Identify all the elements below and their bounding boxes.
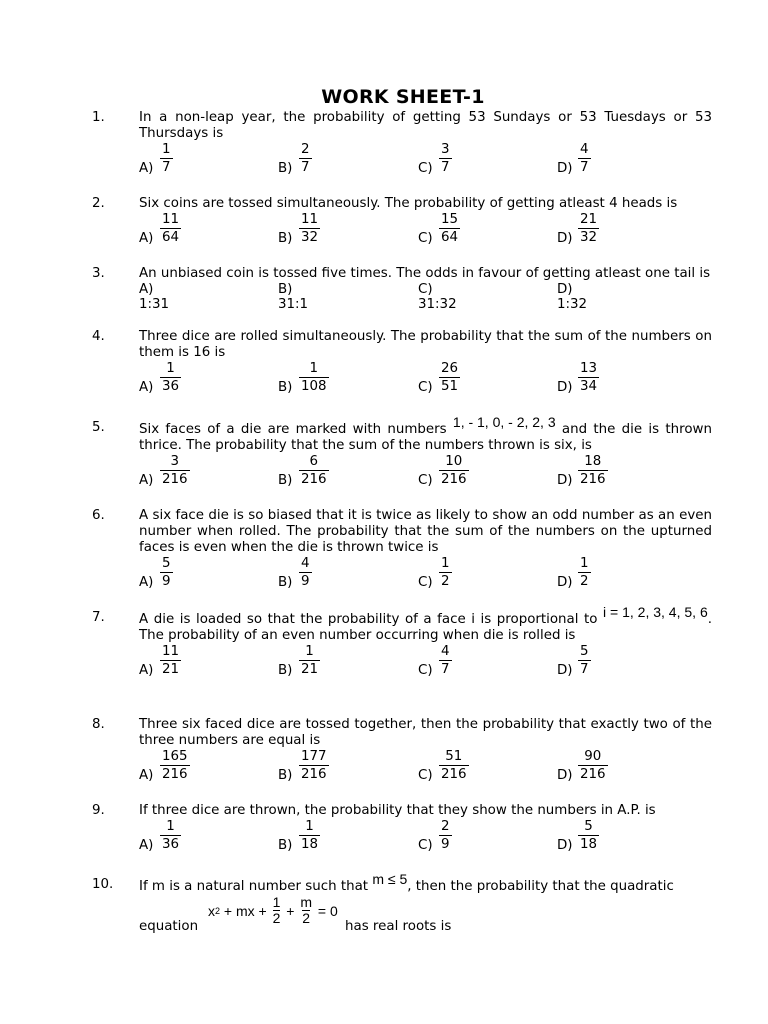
question-4 <box>92 329 712 399</box>
question-number: 4. <box>92 329 105 344</box>
question-text: If three dice are thrown, the probability that they show the numbers in A.P. is <box>139 803 656 818</box>
fraction: $\frac{26}{51}$ <box>441 361 459 394</box>
question-5 <box>92 414 712 492</box>
fraction: $\frac{3}{216}$ <box>162 454 188 487</box>
face-values-math: i = 1, 2, 3, 4, 5, 6 <box>603 604 708 620</box>
fraction: $\frac{21}{32}$ <box>580 212 598 245</box>
question-text: Six faces of a die are marked with numbers 1, - 1, 0, - 2, 2, 3 and the die is thrown thrice. The probability that the sum of the numbers thrown is six, is <box>139 414 712 453</box>
question-number: 8. <box>92 717 105 732</box>
options-row: A) $\frac{1}{36}$ B) $\frac{1}{18}$ C) $\frac{2}{9}$ D) $\frac{5}{18}$ <box>139 819 598 853</box>
question-9 <box>92 803 712 857</box>
fraction: $\frac{1}{18}$ <box>301 819 319 852</box>
question-text: A die is loaded so that the probability of a face i is proportional to i = 1, 2, 3, 4, 5, 6. The probability of an even number occurring when die is rolled is <box>139 604 712 643</box>
fraction: $\frac{51}{216}$ <box>441 749 467 782</box>
question-text: A six face die is so biased that it is twice as likely to show an odd number as an even number when rolled. The probability that the sum of the numbers on the upturned faces is even when the die is thrown twice is <box>139 508 712 555</box>
fraction: $\frac{15}{64}$ <box>441 212 459 245</box>
question-text-end: has real roots is <box>345 919 452 934</box>
fraction: $\frac{11}{64}$ <box>162 212 180 245</box>
equation-line <box>139 894 712 937</box>
fraction: $\frac{18}{216}$ <box>580 454 606 487</box>
fraction: $\frac{m}{2}$ <box>300 894 313 926</box>
fraction: $\frac{1}{2}$ <box>272 894 281 926</box>
fraction: $\frac{10}{216}$ <box>441 454 467 487</box>
fraction: $\frac{4}{9}$ <box>301 556 310 589</box>
fraction: $\frac{1}{7}$ <box>162 142 171 175</box>
question-3 <box>92 266 712 312</box>
fraction: $\frac{1}{2}$ <box>441 556 450 589</box>
question-text: An unbiased coin is tossed five times. The odds in favour of getting atleast one tail is <box>139 266 711 281</box>
fraction: $\frac{90}{216}$ <box>580 749 606 782</box>
options-row: A) $\frac{165}{216}$ B) $\frac{177}{216}$ C) $\frac{51}{216}$ D) $\frac{90}{216}$ <box>139 749 606 783</box>
options-row: A) $\frac{1}{36}$ B) $\frac{1}{108}$ C) $\frac{26}{51}$ D) $\frac{13}{34}$ <box>139 361 598 395</box>
question-number: 3. <box>92 266 105 281</box>
options-row: A) $\frac{5}{9}$ B) $\frac{4}{9}$ C) $\frac{1}{2}$ D) $\frac{1}{2}$ <box>139 556 589 590</box>
quadratic-equation: x 2 + mx + $\frac{1}{2}$ + $\frac{m}{2}$ = 0 <box>208 894 338 926</box>
question-text: If m is a natural number such that m ≤ 5, then the probability that the quadratic <box>139 871 674 894</box>
fraction: $\frac{3}{7}$ <box>441 142 450 175</box>
question-number: 9. <box>92 803 105 818</box>
fraction: $\frac{4}{7}$ <box>441 644 450 677</box>
question-number: 2. <box>92 196 105 211</box>
question-text: Six coins are tossed simultaneously. The probability of getting atleast 4 heads is <box>139 196 678 211</box>
options-row: A) $\frac{3}{216}$ B) $\frac{6}{216}$ C) $\frac{10}{216}$ D) $\frac{18}{216}$ <box>139 454 606 488</box>
fraction: $\frac{2}{9}$ <box>441 819 450 852</box>
fraction: $\frac{11}{21}$ <box>162 644 180 677</box>
number-set-math: 1, - 1, 0, - 2, 2, 3 <box>452 414 556 430</box>
question-text: In a non-leap year, the probability of getting 53 Sundays or 53 Tuesdays or 53 Thursdays is <box>139 110 712 141</box>
fraction: $\frac{1}{36}$ <box>162 361 180 394</box>
question-number: 6. <box>92 508 105 523</box>
question-number: 1. <box>92 110 105 125</box>
question-number: 7. <box>92 610 105 625</box>
equation-word: equation <box>139 919 199 934</box>
fraction: $\frac{13}{34}$ <box>580 361 598 394</box>
question-2 <box>92 196 712 250</box>
question-number: 10. <box>92 877 114 892</box>
worksheet-title: WORK SHEET-1 <box>321 86 485 108</box>
question-7 <box>92 604 712 682</box>
question-6 <box>92 508 712 594</box>
fraction: $\frac{6}{216}$ <box>301 454 327 487</box>
question-number: 5. <box>92 420 105 435</box>
question-text: Three six faced dice are tossed together, then the probability that exactly two of the three numbers are equal is <box>139 717 712 748</box>
question-1 <box>92 110 712 180</box>
options-row: A) $\frac{11}{64}$ B) $\frac{11}{32}$ C) $\frac{15}{64}$ D) $\frac{21}{32}$ <box>139 212 598 246</box>
options-row: A) $\frac{11}{21}$ B) $\frac{1}{21}$ C) $\frac{4}{7}$ D) $\frac{5}{7}$ <box>139 644 589 678</box>
fraction: $\frac{177}{216}$ <box>301 749 327 782</box>
fraction: $\frac{1}{108}$ <box>301 361 327 394</box>
fraction: $\frac{5}{9}$ <box>162 556 171 589</box>
fraction: $\frac{1}{36}$ <box>162 819 180 852</box>
fraction: $\frac{1}{21}$ <box>301 644 319 677</box>
fraction: $\frac{5}{18}$ <box>580 819 598 852</box>
fraction: $\frac{1}{2}$ <box>580 556 589 589</box>
question-10 <box>92 871 712 937</box>
question-8 <box>92 717 712 787</box>
fraction: $\frac{2}{7}$ <box>301 142 310 175</box>
fraction: $\frac{4}{7}$ <box>580 142 589 175</box>
question-text: Three dice are rolled simultaneously. The probability that the sum of the numbers on them is 16 is <box>139 329 712 360</box>
fraction: $\frac{11}{32}$ <box>301 212 319 245</box>
options-row: A) 1:31 B) 31:1 C) 31:32 D) 1:32 <box>139 282 588 312</box>
fraction: $\frac{5}{7}$ <box>580 644 589 677</box>
m-bound-math: m ≤ 5 <box>372 871 408 887</box>
options-row: A) $\frac{1}{7}$ B) $\frac{2}{7}$ C) $\frac{3}{7}$ D) $\frac{4}{7}$ <box>139 142 589 176</box>
fraction: $\frac{165}{216}$ <box>162 749 188 782</box>
